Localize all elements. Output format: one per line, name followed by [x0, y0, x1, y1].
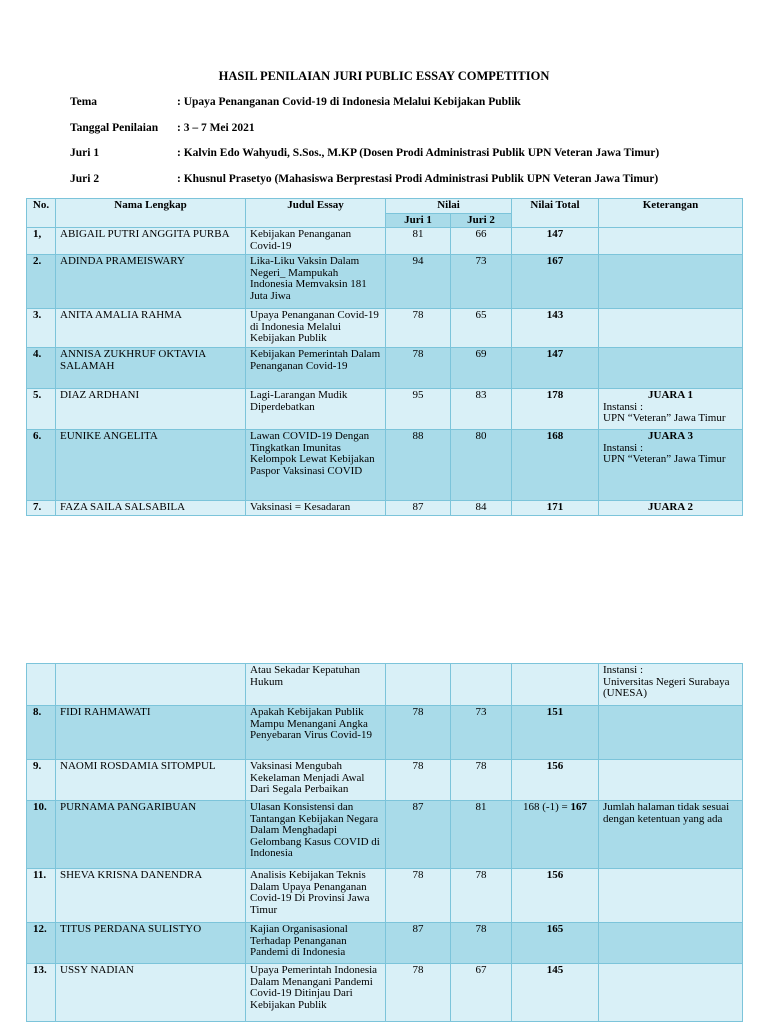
header-no: No. — [27, 199, 56, 228]
cell-total: 147 — [512, 348, 599, 389]
cell-keterangan: Jumlah halaman tidak sesuai dengan ketentuan yang ada — [599, 801, 743, 869]
cell-juri-1: 87 — [386, 801, 451, 869]
institution-note: Instansi : UPN “Veteran” Jawa Timur — [603, 400, 726, 424]
meta-value: : Kalvin Edo Wahyudi, S.Sos., M.KP (Dosen Prodi Administrasi Publik UPN Veteran Jawa Timur) — [177, 147, 660, 159]
cell-name: NAOMI ROSDAMIA SITOMPUL — [56, 760, 246, 801]
cell-keterangan — [599, 228, 743, 255]
meta-label: Tema — [70, 96, 98, 108]
cell-total — [512, 664, 599, 706]
cell-keterangan — [599, 309, 743, 348]
cell-no: 9. — [27, 760, 56, 801]
cell-keterangan — [599, 255, 743, 309]
cell-no: 11. — [27, 869, 56, 923]
cell-juri-2: 67 — [451, 964, 512, 1022]
cell-no: 8. — [27, 706, 56, 760]
cell-no: 4. — [27, 348, 56, 389]
cell-juri-2: 73 — [451, 706, 512, 760]
table-row — [27, 801, 743, 869]
cell-juri-2: 66 — [451, 228, 512, 255]
meta-value: : Upaya Penanganan Covid-19 di Indonesia Melalui Kebijakan Publik — [177, 96, 521, 108]
cell-juri-2: 83 — [451, 389, 512, 430]
cell-keterangan — [599, 869, 743, 923]
cell-juri-2: 73 — [451, 255, 512, 309]
cell-no: 12. — [27, 923, 56, 964]
table-row — [27, 760, 743, 801]
meta-date — [70, 122, 255, 134]
total-value: 151 — [546, 706, 564, 718]
cell-no — [27, 664, 56, 706]
table-row — [27, 309, 743, 348]
header-nilai: Nilai — [386, 199, 512, 214]
cell-essay: Kajian Organisasional Terhadap Penanganan Pandemi di Indonesia — [246, 923, 386, 964]
cell-juri-1: 78 — [386, 869, 451, 923]
cell-name: SHEVA KRISNA DANENDRA — [56, 869, 246, 923]
meta-label: Juri 1 — [70, 147, 100, 159]
table-row — [27, 389, 743, 430]
cell-juri-2 — [451, 664, 512, 706]
cell-keterangan — [599, 430, 743, 501]
cell-no: 7. — [27, 501, 56, 516]
cell-essay: Lika-Liku Vaksin Dalam Negeri_ Mampukah Indonesia Memvaksin 181 Juta Jiwa — [246, 255, 386, 309]
meta-label: Tanggal Penilaian — [70, 122, 159, 134]
cell-keterangan — [599, 964, 743, 1022]
header-keterangan: Keterangan — [599, 199, 743, 228]
cell-juri-2: 65 — [451, 309, 512, 348]
cell-total: 171 — [512, 501, 599, 516]
cell-name: FAZA SAILA SALSABILA — [56, 501, 246, 516]
cell-name: ANITA AMALIA RAHMA — [56, 309, 246, 348]
table-row — [27, 255, 743, 309]
institution-note: Instansi : UPN “Veteran” Jawa Timur — [603, 441, 726, 465]
cell-essay: Upaya Penanganan Covid-19 di Indonesia Melalui Kebijakan Publik — [246, 309, 386, 348]
cell-essay: Kebijakan Pemerintah Dalam Penanganan Covid-19 — [246, 348, 386, 389]
cell-total: 147 — [512, 228, 599, 255]
meta-label: Juri 2 — [70, 173, 100, 185]
table-row — [27, 501, 743, 516]
cell-juri-1: 87 — [386, 923, 451, 964]
cell-juri-1 — [386, 664, 451, 706]
award-label: JUARA 3 — [648, 430, 693, 442]
cell-essay: Upaya Pemerintah Indonesia Dalam Menangani Pandemi Covid-19 Ditinjau Dari Kebijakan Publik — [246, 964, 386, 1022]
cell-keterangan — [599, 706, 743, 760]
table-row — [27, 228, 743, 255]
total-value: 145 — [546, 964, 564, 976]
cell-essay: Kebijakan Penanganan Covid-19 — [246, 228, 386, 255]
table-row — [27, 964, 743, 1022]
cell-keterangan — [599, 923, 743, 964]
meta-value: : Khusnul Prasetyo (Mahasiswa Berprestasi Prodi Administrasi Publik UPN Veteran Jawa Timur) — [177, 173, 659, 185]
cell-total: 167 — [512, 255, 599, 309]
meta-judge-1 — [70, 147, 659, 159]
cell-essay: Atau Sekadar Kepatuhan Hukum — [246, 664, 386, 706]
cell-name: EUNIKE ANGELITA — [56, 430, 246, 501]
total-value: 165 — [546, 923, 564, 935]
table-row — [27, 869, 743, 923]
cell-keterangan — [599, 348, 743, 389]
total-value: 167 — [570, 801, 587, 813]
cell-juri-2: 84 — [451, 501, 512, 516]
total-value: 156 — [546, 869, 564, 881]
cell-name: ABIGAIL PUTRI ANGGITA PURBA — [56, 228, 246, 255]
cell-juri-2: 78 — [451, 923, 512, 964]
cell-no: 6. — [27, 430, 56, 501]
cell-total — [512, 923, 599, 964]
cell-name: TITUS PERDANA SULISTYO — [56, 923, 246, 964]
cell-essay: Ulasan Konsistensi dan Tantangan Kebijakan Negara Dalam Menghadapi Gelombang Kasus COVID di Indonesia — [246, 801, 386, 869]
cell-keterangan — [599, 389, 743, 430]
table-row — [27, 923, 743, 964]
cell-juri-2: 78 — [451, 869, 512, 923]
meta-value: : 3 – 7 Mei 2021 — [177, 122, 255, 134]
cell-no: 13. — [27, 964, 56, 1022]
cell-total — [512, 964, 599, 1022]
table-row-continuation — [27, 664, 743, 706]
cell-name — [56, 664, 246, 706]
results-table-page-2 — [26, 663, 743, 1022]
cell-total: 168 — [512, 430, 599, 501]
cell-juri-2: 81 — [451, 801, 512, 869]
cell-juri-1: 87 — [386, 501, 451, 516]
cell-total: 143 — [512, 309, 599, 348]
cell-juri-2: 80 — [451, 430, 512, 501]
header-juri-1: Juri 1 — [386, 213, 451, 228]
cell-juri-1: 78 — [386, 348, 451, 389]
results-table-page-1 — [26, 198, 743, 516]
header-essay: Judul Essay — [246, 199, 386, 228]
cell-juri-1: 78 — [386, 309, 451, 348]
cell-essay: Apakah Kebijakan Publik Mampu Menangani Angka Penyebaran Virus Covid-19 — [246, 706, 386, 760]
cell-name: FIDI RAHMAWATI — [56, 706, 246, 760]
cell-essay: Lawan COVID-19 Dengan Tingkatkan Imunitas Kelompok Lewat Kebijakan Paspor Vaksinasi COVID — [246, 430, 386, 501]
table-row — [27, 430, 743, 501]
cell-juri-2: 69 — [451, 348, 512, 389]
cell-name: DIAZ ARDHANI — [56, 389, 246, 430]
cell-keterangan — [599, 760, 743, 801]
cell-total — [512, 801, 599, 869]
cell-juri-2: 78 — [451, 760, 512, 801]
cell-name: USSY NADIAN — [56, 964, 246, 1022]
cell-name: PURNAMA PANGARIBUAN — [56, 801, 246, 869]
cell-juri-1: 78 — [386, 964, 451, 1022]
cell-essay: Vaksinasi Mengubah Kekelaman Menjadi Awal Dari Segala Perbaikan — [246, 760, 386, 801]
cell-essay: Vaksinasi = Kesadaran — [246, 501, 386, 516]
header-juri-2: Juri 2 — [451, 213, 512, 228]
cell-juri-1: 81 — [386, 228, 451, 255]
total-value: 156 — [546, 760, 564, 772]
cell-no: 2. — [27, 255, 56, 309]
cell-no: 5. — [27, 389, 56, 430]
document-title: HASIL PENILAIAN JURI PUBLIC ESSAY COMPETITION — [218, 69, 550, 83]
cell-total — [512, 706, 599, 760]
cell-juri-1: 94 — [386, 255, 451, 309]
table-row — [27, 348, 743, 389]
cell-essay: Lagi-Larangan Mudik Diperdebatkan — [246, 389, 386, 430]
cell-total — [512, 760, 599, 801]
cell-no: 10. — [27, 801, 56, 869]
cell-name: ANNISA ZUKHRUF OKTAVIA SALAMAH — [56, 348, 246, 389]
cell-total — [512, 869, 599, 923]
table-row — [27, 706, 743, 760]
cell-name: ADINDA PRAMEISWARY — [56, 255, 246, 309]
cell-juri-1: 95 — [386, 389, 451, 430]
results-body-page-2 — [27, 664, 743, 1022]
cell-keterangan — [599, 501, 743, 516]
meta-theme — [70, 96, 521, 108]
header-name: Nama Lengkap — [56, 199, 246, 228]
cell-essay: Analisis Kebijakan Teknis Dalam Upaya Penanganan Covid-19 Di Provinsi Jawa Timur — [246, 869, 386, 923]
results-body-page-1 — [27, 228, 743, 516]
cell-no: 1, — [27, 228, 56, 255]
cell-total: 178 — [512, 389, 599, 430]
total-adjustment: 168 (-1) = — [523, 801, 571, 813]
cell-juri-1: 78 — [386, 760, 451, 801]
cell-no: 3. — [27, 309, 56, 348]
cell-keterangan: Instansi : Universitas Negeri Surabaya (UNESA) — [599, 664, 743, 706]
meta-judge-2 — [70, 173, 658, 185]
header-total: Nilai Total — [512, 199, 599, 228]
award-label: JUARA 1 — [648, 389, 693, 401]
award-label: JUARA 2 — [648, 501, 693, 513]
cell-juri-1: 88 — [386, 430, 451, 501]
cell-juri-1: 78 — [386, 706, 451, 760]
